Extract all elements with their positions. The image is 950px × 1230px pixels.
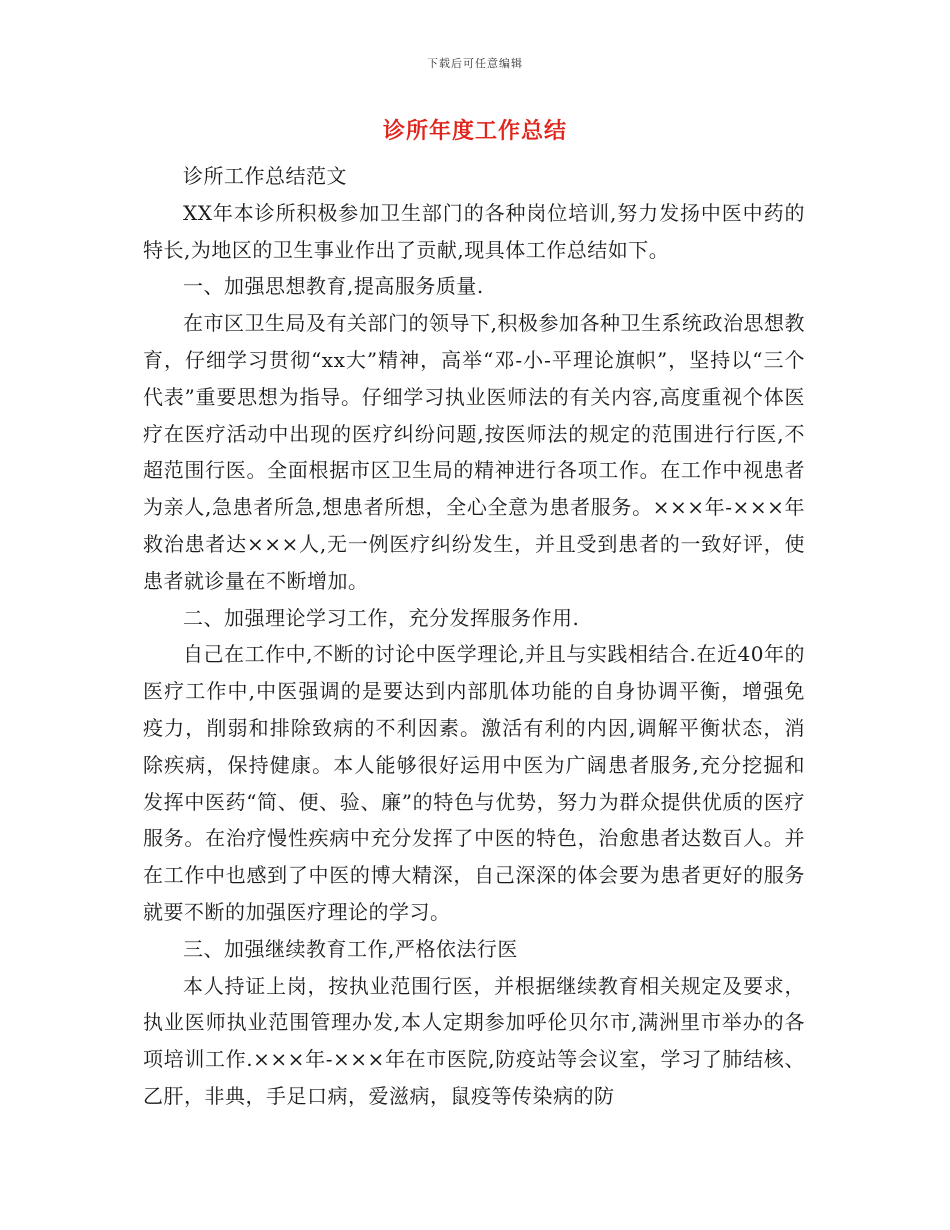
header-note: 下载后可任意编辑 — [427, 57, 523, 70]
paragraph-section-3: 本人持证上岗，按执业范围行医，并根据继续教育相关规定及要求，执业医师执业范围管理办发,本人定期参加呼伦贝尔市,满洲里市举办的各项培训工作.×××年-×××年在市医院,防疫站等会议室，学习了肺结核、乙肝，非典，手足口病，爱滋病，鼠疫等传染病的防 — [143, 973, 805, 1108]
section-heading-1: 一、加强思想教育,提高服务质量. — [183, 274, 484, 299]
section-heading-3: 三、加强继续教育工作,严格依法行医 — [183, 936, 518, 961]
paragraph-intro: XX年本诊所积极参加卫生部门的各种岗位培训,努力发扬中医中药的特长,为地区的卫生事业作出了贡献,现具体工作总结如下。 — [143, 200, 805, 262]
section-heading-2: 二、加强理论学习工作，充分发挥服务作用. — [183, 605, 580, 630]
paragraph-section-1: 在市区卫生局及有关部门的领导下,积极参加各种卫生系统政治思想教育，仔细学习贯彻“xx大”精神，高举“邓-小-平理论旗帜”，坚持以“三个代表”重要思想为指导。仔细学习执业医师法的有关内容,高度重视个体医疗在医疗活动中出现的医疗纠纷问题,按医师法的规定的范围进行行医,不超范围行医。全面根据市区卫生局的精神进行各项工作。在工作中视患者为亲人,急患者所急,想患者所想，全心全意为患者服务。×××年-×××年救治患者达×××人,无一例医疗纠纷发生，并且受到患者的一致好评，使患者就诊量在不断增加。 — [143, 311, 805, 593]
paragraph-subtitle: 诊所工作总结范文 — [183, 164, 347, 188]
document-body — [143, 158, 805, 1115]
document-title: 诊所年度工作总结 — [382, 118, 567, 144]
paragraph-section-2: 自己在工作中,不断的讨论中医学理论,并且与实践相结合.在近40年的医疗工作中,中医强调的是要达到内部肌体功能的自身协调平衡，增强免疫力，削弱和排除致病的不利因素。激活有利的内因,调解平衡状态，消除疾病，保持健康。本人能够很好运用中医为广阔患者服务,充分挖掘和发挥中医药“简、便、验、廉”的特色与优势，努力为群众提供优质的医疗服务。在治疗慢性疾病中充分发挥了中医的特色，治愈患者达数百人。并在工作中也感到了中医的博大精深，自己深深的体会要为患者更好的服务就要不断的加强医疗理论的学习。 — [143, 642, 805, 924]
